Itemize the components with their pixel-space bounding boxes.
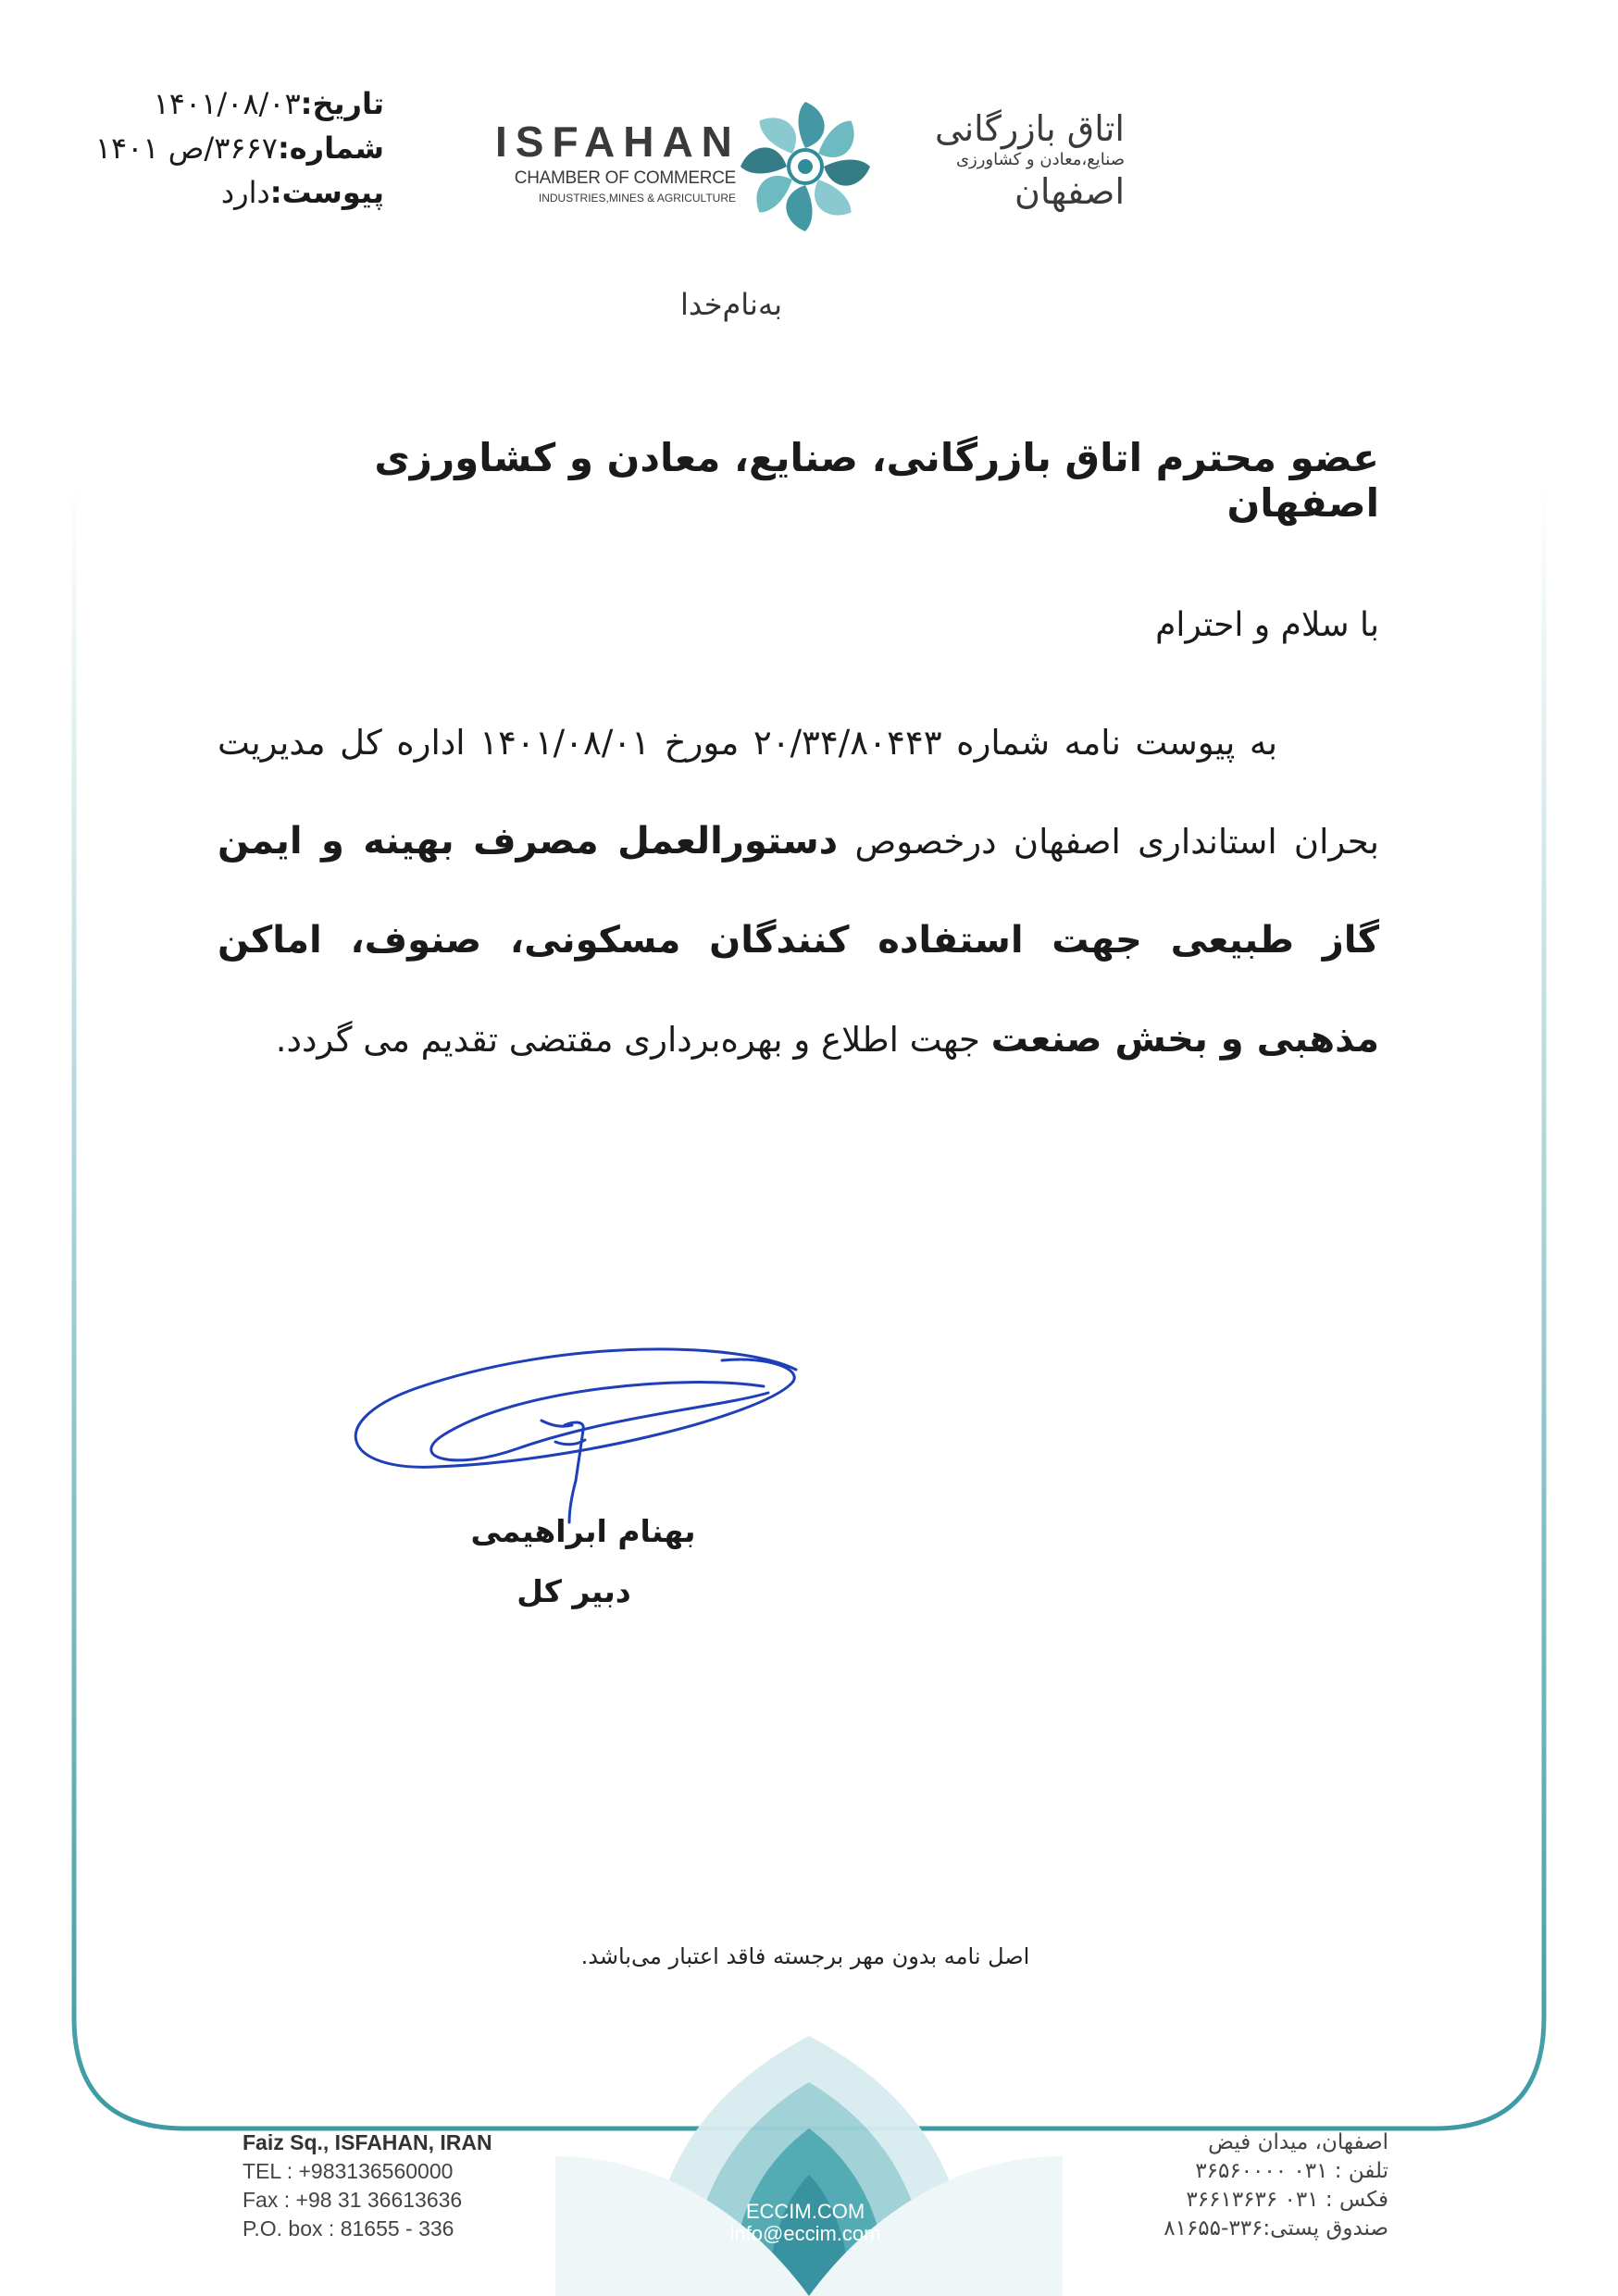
body-part1: به پیوست نامه شماره ۲۰/۳۴/۸۰۴۴۳ مورخ ۱۴۰۱/۰۸/۰۱ اداره کل مدیریت بحران استانداری اصفهان درخصوص (218, 723, 1379, 862)
attachment-line (65, 170, 384, 215)
footer-website[interactable]: ECCIM.COM (745, 2200, 865, 2223)
footer-pobox-fa: صندوق پستی:۳۳۶-۸۱۶۵۵ (1164, 2216, 1388, 2240)
footer-address-en: Faiz Sq., ISFAHAN, IRAN (243, 2130, 492, 2154)
body-part2: جهت اطلاع و بهره‌برداری مقتضی تقدیم می گردد. (275, 1020, 991, 1060)
footer-contact-en (243, 2128, 529, 2243)
number-line (65, 126, 384, 170)
footer-tel-fa: تلفن : ۰۳۱ ۳۶۵۶۰۰۰۰ (1195, 2159, 1388, 2183)
greeting: با سلام و احترام (1155, 606, 1379, 644)
footer-pobox-en: P.O. box : 81655 - 336 (243, 2216, 454, 2240)
body-bold: دستورالعمل مصرف بهینه و ایمن گاز طبیعی جهت استفاده کنندگان مسکونی، صنوف، اماکن مذهبی و بخش صنعت (218, 820, 1379, 1061)
footer-email[interactable]: info@eccim.com (729, 2222, 881, 2245)
footer-tel-en: TEL : +983136560000 (243, 2159, 454, 2183)
number-value: ۳۶۶۷/ص ۱۴۰۱ (94, 130, 278, 166)
logo-fa-line2: صنایع،معادن و کشاورزی (955, 150, 1125, 169)
logo-latin-line3: INDUSTRIES,MINES & AGRICULTURE (538, 192, 736, 205)
signatory-name: بهنام ابراهیمی (470, 1513, 696, 1549)
date-value: ۱۴۰۱/۰۸/۰۳ (153, 86, 301, 121)
date-line (65, 81, 384, 126)
footer-address-fa: اصفهان، میدان فیض (1208, 2130, 1388, 2154)
logo-fa-line3: اصفهان (1014, 171, 1125, 212)
chamber-logo-icon (736, 97, 875, 236)
footer-contact-fa (1092, 2128, 1388, 2243)
logo-persian-text (884, 109, 1125, 211)
logo-latin-text (495, 118, 741, 205)
number-label: شماره: (277, 130, 384, 166)
logo-fa-line1: اتاق بازرگانی (934, 108, 1125, 149)
body-paragraph (218, 694, 1379, 1089)
attachment-value: دارد (220, 175, 270, 210)
footer-fax-fa: فکس : ۰۳۱ ۳۶۶۱۳۶۳۶ (1186, 2188, 1388, 2212)
validity-note: اصل نامه بدون مهر برجسته فاقد اعتبار می‌باشد. (580, 1943, 1030, 1969)
logo-latin-line2: CHAMBER OF COMMERCE (514, 168, 736, 188)
footer-web (703, 2201, 907, 2245)
basmala: به‌نام‌خدا (680, 287, 782, 322)
date-label: تاریخ: (300, 86, 384, 121)
footer-fax-en: Fax : +98 31 36613636 (243, 2188, 463, 2212)
footer-ornament (555, 2036, 1063, 2296)
handwritten-signature (333, 1333, 815, 1536)
signatory-title: دبیر کل (517, 1573, 631, 1609)
attachment-label: پیوست: (269, 175, 384, 210)
letter-meta (65, 81, 384, 215)
letter-body (218, 694, 1379, 1089)
recipient-heading: عضو محترم اتاق بازرگانی، صنایع، معادن و کشاورزی اصفهان (374, 435, 1379, 526)
logo-latin-name: ISFAHAN (495, 118, 741, 166)
